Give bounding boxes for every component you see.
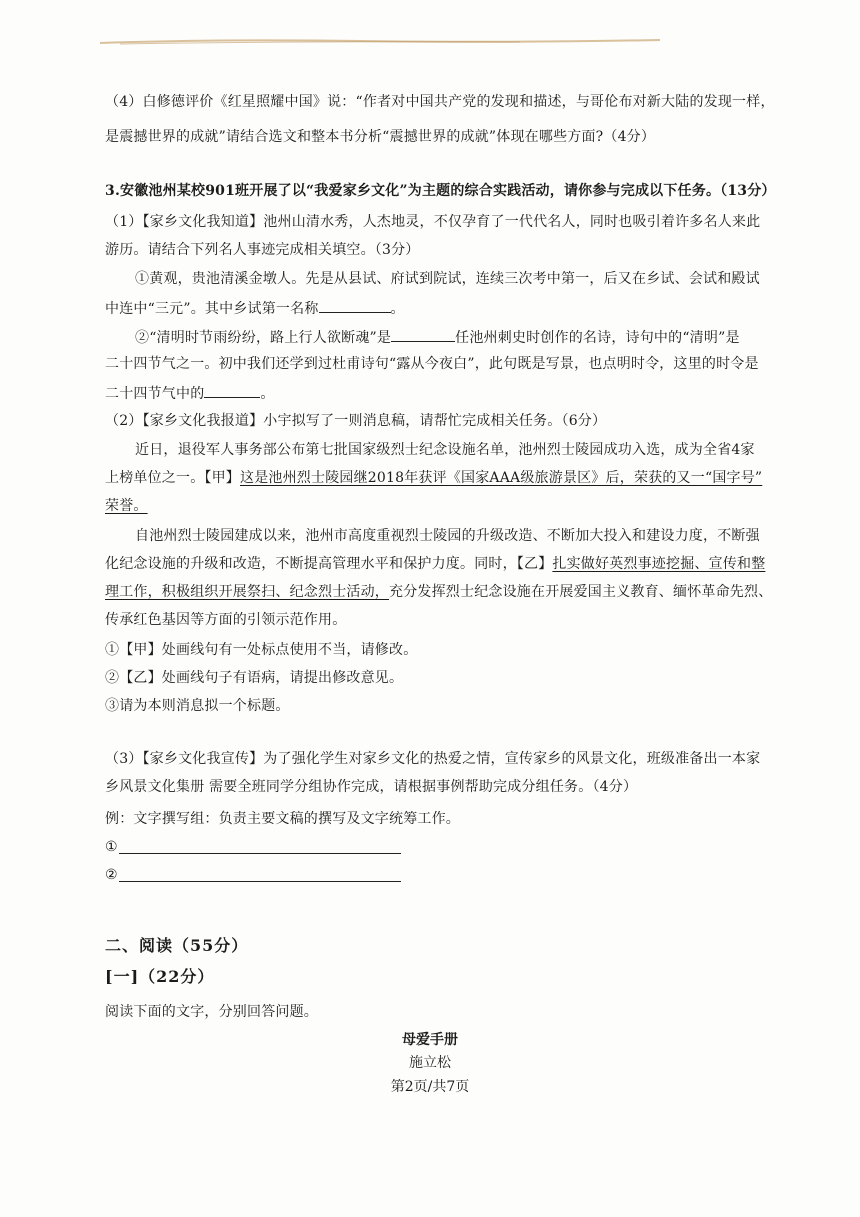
item1-text: 中连中“三元”。其中乡试第一名称 (105, 301, 319, 317)
underlined-sentence-yi-a: 扎实做好英烈事迹挖掘、宣传和整 (552, 556, 766, 572)
news-p2-line-3 (105, 583, 772, 601)
news-p1-line-3: 荣誉。 (105, 498, 148, 514)
q3-p1-line-2: 游历。请结合下列名人事迹完成相关填空。（3分） (105, 242, 420, 258)
q3-p3-line-2: 乡风景文化集册 需要全班同学分组协作完成，请根据事例帮助完成分组任务。（4分） (105, 779, 638, 795)
news-p1-line-1: 近日，退役军人事务部公布第七批国家级烈士纪念设施名单，池州烈士陵园成功入选，成为全省4家 (135, 442, 755, 458)
q3-p1-item2-line-2: 二十四节气之一。初中我们还学到过杜甫诗句“露从今夜白”，此句既是写景，也点明时令，这里的时令是 (105, 356, 759, 372)
task-1: ①【甲】处画线句有一处标点使用不当，请修改。 (105, 642, 418, 658)
underlined-sentence-jia: 这是池州烈士陵园继2018年获评《国家AAA级旅游景区》后，荣获的又一“国字号” (240, 470, 763, 486)
q3-p1-item1-line-1: ①黄观，贵池清溪金墩人。先是从县试、府试到院试，连续三次考中第一，后又在乡试、会试和殿试 (135, 271, 760, 287)
news-p2-line-4: 传承红色基因等方面的引领示范作用。 (105, 612, 347, 628)
fill-blank-2[interactable] (391, 327, 455, 342)
task-3: ③请为本则消息拟一个标题。 (105, 698, 290, 714)
news-marker-yi: 化纪念设施的升级和改造，不断提高管理水平和保护力度。同时，【乙】 (105, 556, 553, 572)
q3-title: 3.安徽池州某校901班开展了以“我爱家乡文化”为主题的综合实践活动，请你参与完成以下任务。（13分） (105, 183, 776, 199)
answer-label-2: ② (105, 867, 118, 883)
page-number: 第2页/共7页 (390, 1079, 470, 1095)
news-p1-line-2 (105, 469, 762, 487)
q3-p2-line-1: （2）【家乡文化我报道】小宇拟写了一则消息稿，请帮忙完成相关任务。（6分） (105, 413, 607, 429)
news-p2-line-3-rest: 充分发挥烈士纪念设施在开展爱国主义教育、缅怀革命先烈、 (389, 584, 773, 600)
item2-text-b: 任池州刺史时创作的名诗，诗句中的“清明”是 (455, 330, 740, 346)
scan-edge-mark (100, 38, 660, 46)
item1-end: 。 (390, 301, 405, 317)
reading-instruction: 阅读下面的文字，分别回答问题。 (105, 1004, 318, 1020)
answer-line-1[interactable] (119, 853, 401, 854)
item2-text-c: 二十四节气中的 (105, 386, 205, 402)
q3-p1-line-1: （1）【家乡文化我知道】池州山清水秀，人杰地灵，不仅孕育了一代代名人，同时也吸引着许多名人来此 (105, 214, 761, 230)
q3-p1-item2-line-1 (135, 327, 740, 347)
q4-line-1: （4）白修德评价《红星照耀中国》说：“作者对中国共产党的发现和描述，与哥伦布对新大陆的发现一样， (105, 94, 775, 110)
fill-blank-3[interactable] (204, 383, 260, 398)
answer-label-1: ① (105, 839, 118, 855)
reading-part-title: [一]（22分） (105, 967, 215, 986)
news-p2-line-1: 自池州烈士陵园建成以来，池州市高度重视烈士陵园的升级改造、不断加大投入和建设力度，不断强 (135, 528, 760, 544)
answer-line-2[interactable] (119, 881, 401, 882)
q4-line-2: 是震撼世界的成就”请结合选文和整本书分析“震撼世界的成就”体现在哪些方面?（4分） (105, 129, 656, 145)
reading-section-title: 二、阅读（55分） (105, 936, 249, 955)
fill-blank-1[interactable] (319, 298, 391, 313)
item2-end: 。 (260, 386, 275, 402)
item2-text-a: ②“清明时节雨纷纷，路上行人欲断魂”是 (135, 330, 392, 346)
q3-p1-item1-line-2 (105, 298, 405, 318)
article-author: 施立松 (409, 1055, 451, 1071)
news-marker-jia: 上榜单位之一。【甲】 (105, 470, 240, 486)
article-title: 母爱手册 (402, 1032, 458, 1048)
q3-p1-item2-line-3 (105, 383, 275, 403)
task-2: ②【乙】处画线句子有语病，请提出修改意见。 (105, 670, 404, 686)
q3-p3-example: 例：文字撰写组：负责主要文稿的撰写及文字统筹工作。 (105, 811, 460, 827)
underlined-sentence-yi-b: 理工作，积极组织开展祭扫、纪念烈士活动， (105, 584, 389, 600)
q3-p3-line-1: （3）【家乡文化我宣传】为了强化学生对家乡文化的热爱之情，宣传家乡的风景文化，班级准备出一本家 (105, 751, 761, 767)
news-p2-line-2 (105, 555, 765, 573)
